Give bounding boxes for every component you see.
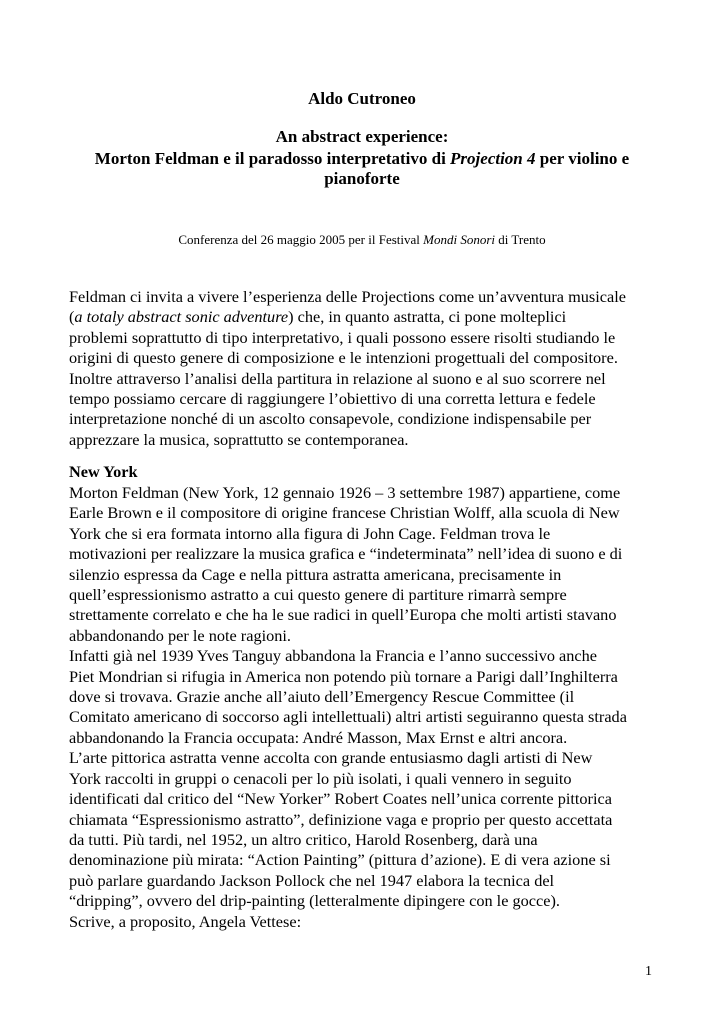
intro-paragraph (69, 287, 709, 450)
section-paragraph (69, 483, 709, 932)
intro-line: Feldman ci invita a vivere l’esperienza delle Projections come un’avventura musicale (69, 287, 626, 306)
intro-line: origini di questo genere di composizione e le intenzioni progettuali del compositore. (69, 348, 618, 368)
section-line: motivazioni per realizzare la musica grafica e “indeterminata” nell’idea di suono e di (69, 544, 623, 564)
section-line: dove si trovava. Grazie anche all’aiuto dell’Emergency Rescue Committee (il (69, 687, 575, 707)
section-line: Earle Brown e il compositore di origine francese Christian Wolff, alla scuola di New (69, 503, 620, 523)
title-line-1: An abstract experience: (275, 127, 449, 146)
section-line: può parlare guardando Jackson Pollock che nel 1947 elabora la tecnica del (69, 870, 555, 890)
title-line-2 (0, 148, 724, 169)
section-line: abbandonando la Francia occupata: André Masson, Max Ernst e altri ancora. (69, 727, 568, 747)
intro-italic-quote: a totaly abstract sonic adventure (74, 307, 289, 327)
title-line-3: pianoforte (324, 169, 400, 188)
intro-line: problemi soprattutto di tipo interpretativo, i quali possono essere risolti studiando le (69, 327, 616, 347)
section-line: York che si era formata intorno alla figura di John Cage. Feldman trova le (69, 523, 551, 543)
conference-pre: Conferenza del 26 maggio 2005 per il Festival (178, 232, 424, 247)
intro-line: tempo possiamo cercare di raggiungere l’obiettivo di una corretta lettura e fedele (69, 389, 596, 409)
section-heading: New York (69, 462, 138, 481)
section-line: Comitato americano di soccorso agli intellettuali) altri artisti seguiranno questa strada (69, 707, 627, 727)
section-line: strettamente correlato e che ha le sue radici in quell’Europa che molti artisti stavano (69, 605, 617, 625)
intro-line: interpretazione nonché di un ascolto consapevole, condizione indispensabile per (69, 409, 592, 429)
section-line: abbandonando per le note ragioni. (69, 625, 291, 645)
intro-line (69, 307, 709, 327)
section-line: L’arte pittorica astratta venne accolta con grande entusiasmo dagli artisti di New (69, 748, 593, 768)
festival-name: Mondi Sonori (423, 232, 496, 247)
title-work-name: Projection 4 (450, 149, 536, 168)
title-line-2-post: per violino e (535, 149, 630, 168)
section-line: identificati dal critico del “New Yorker” Robert Coates nell’unica corrente pittorica (69, 789, 612, 809)
section-line: Scrive, a proposito, Angela Vettese: (69, 911, 302, 931)
section-line: quell’espressionismo astratto a cui questo genere di partiture rimarrà sempre (69, 585, 567, 605)
conference-post: di Trento (495, 232, 546, 247)
author-name: Aldo Cutroneo (308, 89, 416, 108)
section-line: chiamata “Espressionismo astratto”, definizione vaga e proprio per questo accettata (69, 809, 613, 829)
intro-line-rest: ) che, in quanto astratta, ci pone molteplici (288, 307, 567, 327)
section-line: da tutti. Più tardi, nel 1952, un altro critico, Harold Rosenberg, darà una (69, 829, 538, 849)
intro-line: apprezzare la musica, soprattutto se contemporanea. (69, 429, 409, 449)
page-number: 1 (645, 964, 652, 979)
section-line: silenzio espressa da Cage e nella pittura astratta americana, precisamente in (69, 564, 562, 584)
intro-line: Inoltre attraverso l’analisi della partitura in relazione al suono e al suo scorrere nel (69, 368, 606, 388)
section-line: denominazione più mirata: “Action Painting” (pittura d’azione). E di vera azione si (69, 850, 611, 870)
intro-paren-open: ( (69, 307, 75, 327)
title-line-2-pre: Morton Feldman e il paradosso interpretativo di (94, 149, 451, 168)
section-line: “dripping”, ovvero del drip-painting (letteralmente dipingere con le gocce). (69, 891, 560, 911)
section-line: Piet Mondrian si rifugia in America non potendo più tornare a Parigi dall’Inghilterra (69, 666, 618, 686)
section-line: Infatti già nel 1939 Yves Tanguy abbandona la Francia e l’anno successivo anche (69, 646, 598, 666)
conference-note (0, 232, 724, 248)
section-line: York raccolti in gruppi o cenacoli per lo più isolati, i quali vennero in seguito (69, 768, 572, 788)
section-line: Morton Feldman (New York, 12 gennaio 1926 – 3 settembre 1987) appartiene, come (69, 483, 621, 502)
